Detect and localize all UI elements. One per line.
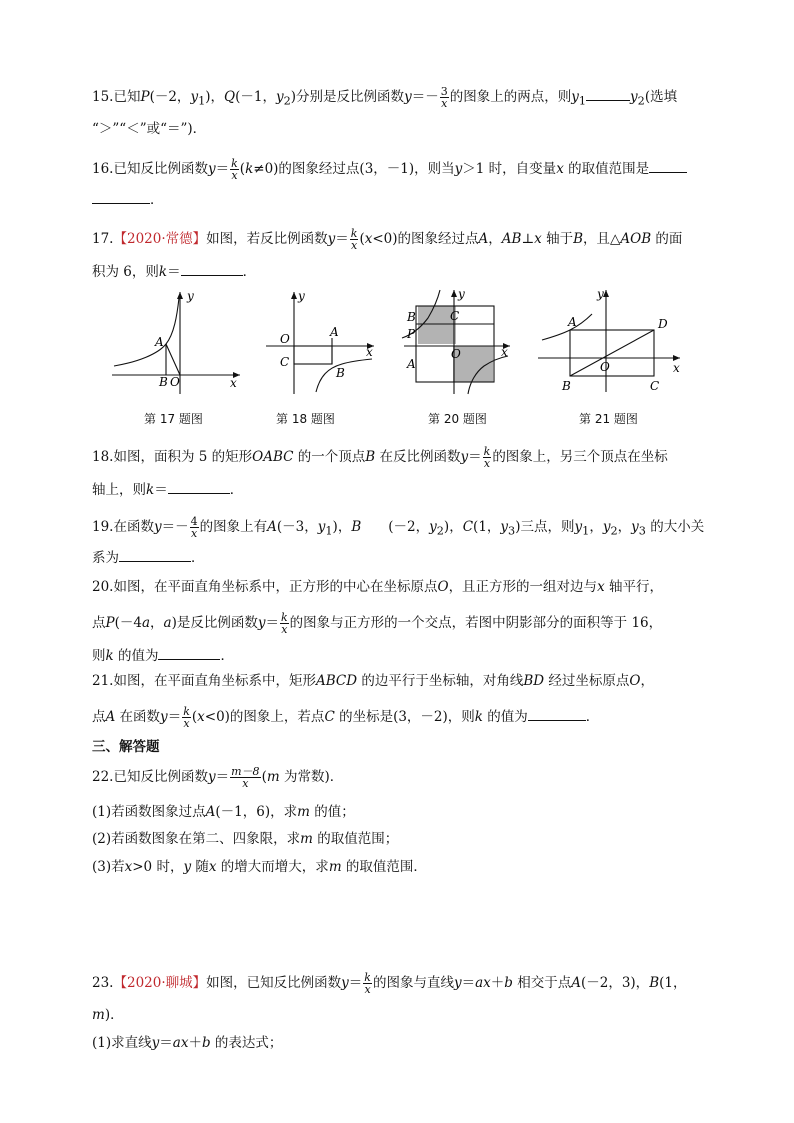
answer-blank[interactable] [528, 707, 586, 721]
q19-line1: 19.在函数y＝－ $\frac{4}{x}$ 的图象上有A(－3，$y_1$)，B (－2，$y_2$)，C(1，$y_3$)三点，则$y_1$，$y_2$，$y_3$ 的大小关 [92, 515, 705, 540]
fraction: $\frac{k}{x}$ [364, 971, 371, 996]
q23-line1: 23.【2020·聊城】如图，已知反比例函数y＝ $\frac{k}{x}$ 的图象与直线y＝ax＋b 相交于点A(－2，3)，B(1， [92, 971, 687, 996]
q22-sub3: (3)若x>0 时，y 随x 的增大而增大，求m 的取值范围． [92, 859, 427, 875]
q21-line1: 21.如图，在平面直角坐标系中，矩形ABCD 的边平行于坐标轴，对角线BD 经过坐标原点O， [92, 673, 654, 689]
point-label-c: C [650, 379, 660, 393]
point-label-b: B [336, 366, 345, 380]
origin-label: O [170, 375, 180, 389]
fraction: $\frac{m-8}{x}$ [231, 765, 260, 790]
q23-sub1: (1)求直线y＝ax＋b 的表达式； [92, 1035, 283, 1051]
q17-line2: 积为 6，则k＝ ． [92, 264, 257, 280]
y-axis-label: y [187, 289, 194, 303]
fraction: $\frac{k}{x}$ [483, 445, 491, 470]
answer-blank[interactable] [586, 87, 630, 101]
point-label-c: C [280, 355, 290, 369]
point-label-a: A [568, 315, 577, 329]
point-label-a: A [155, 335, 164, 349]
figure-20 [398, 286, 518, 398]
x-axis-label: x [366, 345, 373, 359]
fraction: $\frac{k}{x}$ [281, 611, 288, 636]
caption-18: 第 18 题图 [276, 412, 335, 426]
origin-label: O [451, 347, 461, 361]
answer-blank[interactable] [158, 646, 220, 660]
q23-line2: m)． [92, 1007, 124, 1023]
q22-sub2: (2)若函数图象在第二、四象限，求m 的取值范围； [92, 831, 399, 847]
point-label-b: B [407, 310, 416, 324]
answer-blank[interactable] [168, 480, 230, 494]
y-axis-label: y [298, 289, 305, 303]
point-label-d: D [658, 317, 668, 331]
answer-blank[interactable] [92, 190, 150, 204]
caption-21: 第 21 题图 [579, 412, 638, 426]
q21-line2: 点A 在函数y＝ $\frac{k}{x}$ (x<0)的图象上，若点C 的坐标是(3，－2)，则k 的值为 ． [92, 705, 600, 730]
point-label-a: A [407, 357, 416, 371]
point-label-b: B [159, 375, 168, 389]
point-label-c: C [450, 309, 460, 323]
fraction: $\frac{3}{x}$ [440, 85, 448, 110]
q16-line2: ． [92, 190, 164, 209]
x-axis-label: x [501, 345, 508, 359]
source-tag: 【2020·常德】 [113, 231, 207, 247]
x-axis-label: x [230, 376, 237, 390]
y-axis-label: y [597, 287, 604, 301]
fraction: $\frac{4}{x}$ [190, 515, 198, 540]
figure-18 [262, 286, 382, 396]
point-label-b: B [562, 379, 571, 393]
figure-17 [108, 286, 248, 396]
q19-line2: 系为 ． [92, 550, 205, 566]
q15-line2: “＞”“＜”或“＝”)． [92, 121, 207, 137]
fraction: $\frac{k}{x}$ [350, 227, 358, 252]
fraction: $\frac{k}{x}$ [231, 157, 238, 182]
fraction: $\frac{k}{x}$ [183, 705, 190, 730]
q16-line1: 16.已知反比例函数y＝ $\frac{k}{x}$ (k≠0)的图象经过点(3，－1)，则当y＞1 时，自变量x 的取值范围是 [92, 158, 687, 181]
section-heading: 三、解答题 [92, 739, 160, 755]
q18-line2: 轴上，则k＝ ． [92, 482, 244, 498]
q20-line2: 点P(－4a，a)是反比例函数y＝ $\frac{k}{x}$ 的图象与正方形的一个交点，若图中阴影部分的面积等于 16， [92, 611, 663, 636]
y-axis-label: y [458, 287, 465, 301]
caption-17: 第 17 题图 [144, 412, 203, 426]
caption-20: 第 20 题图 [428, 412, 487, 426]
origin-label: O [280, 332, 290, 346]
q20-line1: 20.如图，在平面直角坐标系中，正方形的中心在坐标原点O，且正方形的一组对边与x 轴平行， [92, 579, 663, 595]
origin-label: O [600, 360, 610, 374]
answer-blank[interactable] [119, 548, 191, 562]
figure-21 [534, 286, 684, 398]
q17-line1: 17.【2020·常德】如图，若反比例函数y＝ $\frac{k}{x}$ (x<0)的图象经过点A，AB⊥x 轴于B，且△AOB 的面 [92, 227, 683, 252]
answer-blank[interactable] [181, 262, 243, 276]
q20-line3: 则k 的值为 ． [92, 648, 234, 664]
answer-blank[interactable] [649, 159, 687, 173]
point-label-a: A [330, 325, 339, 339]
q18-line1: 18.如图，面积为 5 的矩形OABC 的一个顶点B 在反比例函数y＝ $\frac{k}{x}$ 的图象上，另三个顶点在坐标 [92, 445, 668, 470]
q22-line1: 22.已知反比例函数y＝ $\frac{m-8}{x}$ (m 为常数)． [92, 765, 344, 790]
q22-sub1: (1)若函数图象过点A(－1，6)，求m 的值； [92, 804, 355, 820]
point-label-p: P [407, 327, 416, 341]
x-axis-label: x [673, 361, 680, 375]
q15-line1: 15.已知P(－2，$y_1$)，Q(－1，$y_2$)分别是反比例函数y＝－ $\frac{3}{x}$ 的图象上的两点，则$y_1$ $y_2$(选填 [92, 85, 678, 110]
source-tag: 【2020·聊城】 [113, 975, 207, 991]
